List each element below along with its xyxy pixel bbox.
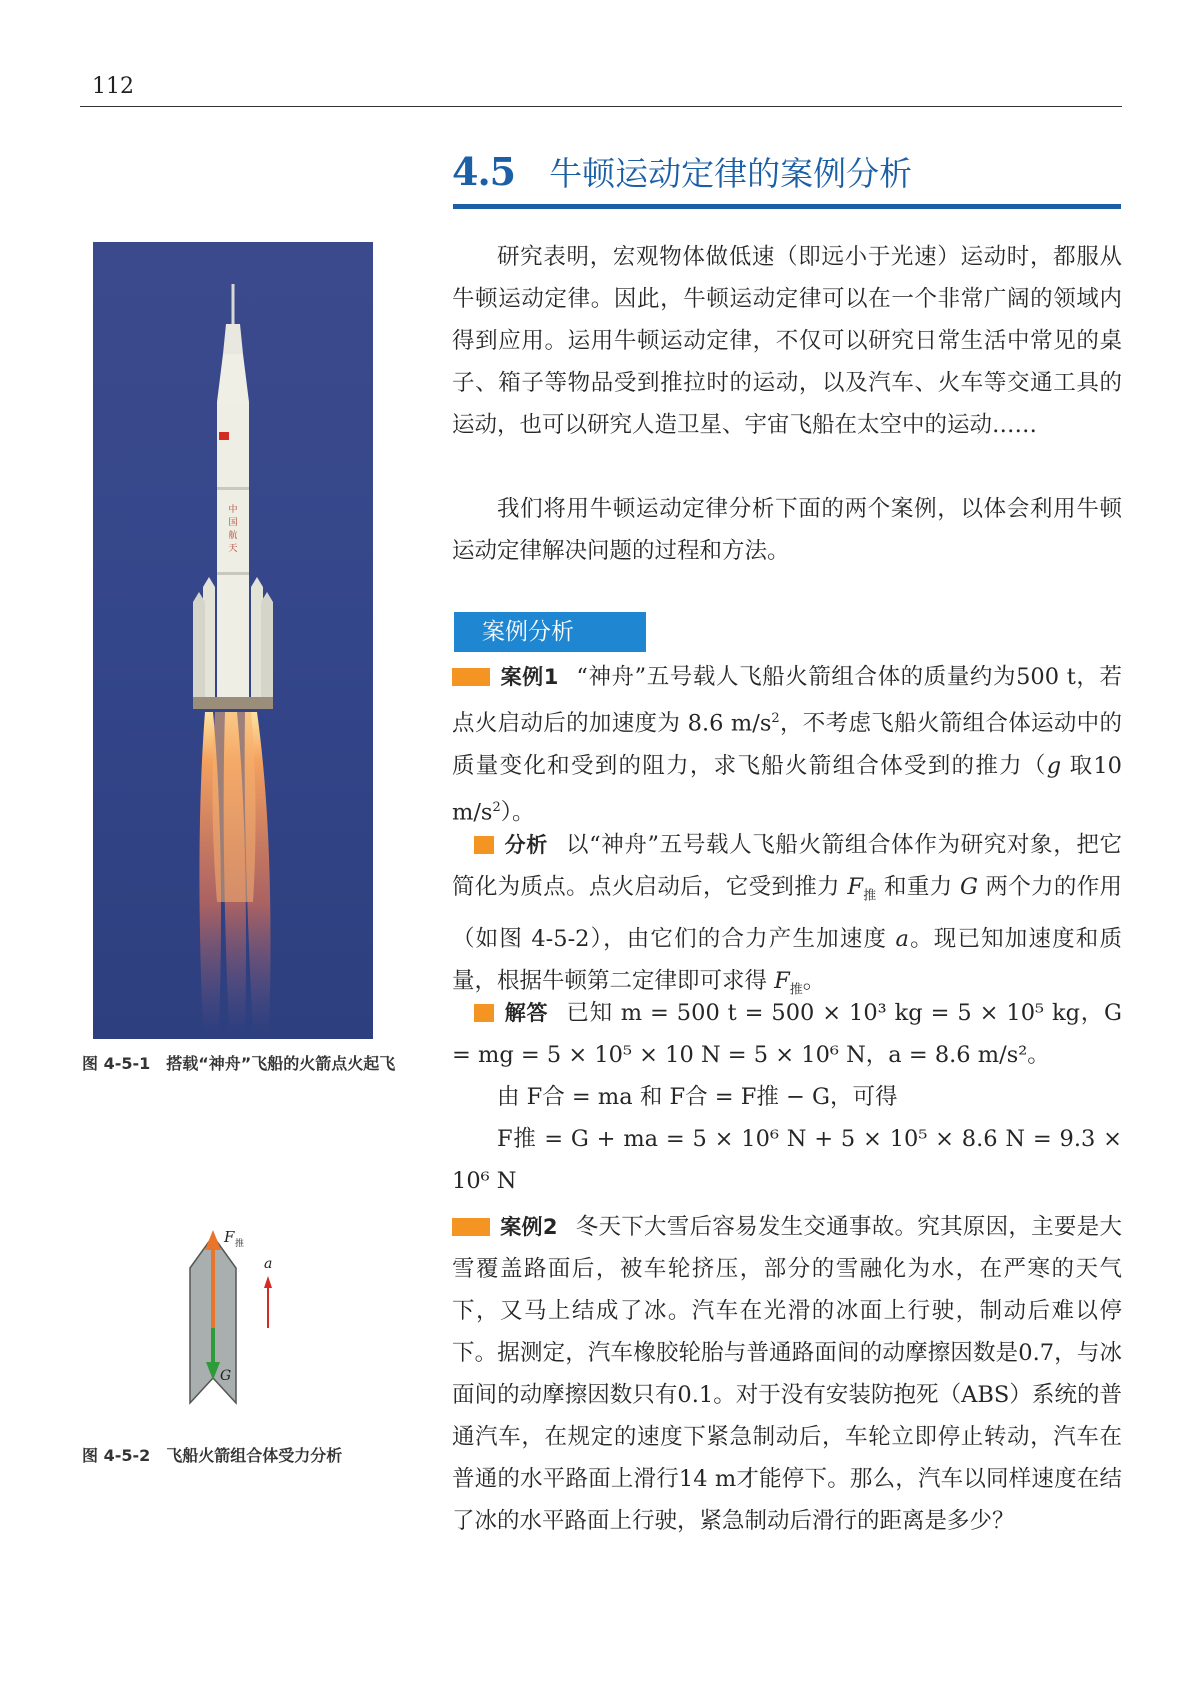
figure1-number: 图 4-5-1 [82,1054,151,1073]
svg-text:航: 航 [228,531,238,541]
intro-paragraph-2: 我们将用牛顿运动定律分析下面的两个案例，以体会利用牛顿运动定律解决问题的过程和方法。 [452,496,1122,564]
svg-text:中: 中 [228,505,238,515]
case1-label: 案例1 [500,665,559,689]
force-diagram [180,1228,300,1428]
analysis-marker [474,836,494,854]
label-F: F [224,1228,235,1246]
analysis-push-sub-2: 推 [789,982,803,997]
case1-text-c: 取10 m/s [452,752,1122,825]
analysis-F: F [847,874,863,900]
figure2-caption [82,1444,402,1467]
analysis-label: 分析 [504,833,548,857]
case1-text-d: ）。 [500,799,535,825]
solution-line2: 由 F合 = ma 和 F合 = F推 − G，可得 [497,1084,898,1110]
solution-marker [474,1004,494,1022]
solution-line1: 已知 m = 500 t = 500 × 10³ kg = 5 × 10⁵ kg，G = mg = 5 × 10⁵ × 10 N = 5 × 10⁶ N，a = 8.6 m/s²。 [452,1000,1122,1068]
case2-paragraph [452,1206,1122,1542]
rocket-launch-photo [93,242,373,1039]
figure1-caption [82,1052,402,1075]
case1-paragraph [452,656,1122,833]
svg-text:国: 国 [228,518,238,528]
analysis-text-e: 。 [802,967,826,994]
label-a: a [264,1256,273,1272]
page-number: 112 [92,74,134,99]
analysis-text-c: 两个力的作用（如图 4-5-2），由它们的合力产生加速度 [452,874,1123,952]
header-rule [80,106,1122,107]
case1-text-b: ，不考虑飞船火箭组合体运动中的质量变化和受到的阻力，求飞船火箭组合体受到的推力（ [452,710,1122,779]
case2-label: 案例2 [500,1215,558,1239]
intro-paragraph-1: 研究表明，宏观物体做低速（即远小于光速）运动时，都服从牛顿运动定律。因此，牛顿运动定律可以在一个非常广阔的领域内得到应用。运用牛顿运动定律，不仅可以研究日常生活中常见的桌子、箱子等物品受到推拉时的运动，以及汽车、火车等交通工具的运动，也可以研究人造卫星、宇宙飞船在太空中的运动…… [452,244,1122,438]
analysis-F2: F [774,967,790,994]
figure2-caption-text: 飞船火箭组合体受力分析 [166,1446,343,1465]
section-title [452,148,912,195]
figure1-caption-text: 搭载“神舟”飞船的火箭点火起飞 [166,1054,396,1073]
analysis-text-a: 以“神舟”五号载人飞船火箭组合体作为研究对象，把它简化为质点。点火启动后，它受到推力 [452,832,1123,900]
svg-text:天: 天 [228,544,238,554]
acceleration-arrowhead [264,1276,272,1288]
case1-sup-c: 2 [492,799,501,815]
section-number: 4.5 [452,149,516,194]
analysis-a: a [895,925,909,952]
solution-paragraph [452,992,1122,1076]
label-push: 推 [235,1239,245,1249]
thrust-arrowhead [205,1230,221,1250]
analysis-paragraph [452,824,1122,1011]
analysis-push-sub: 推 [862,888,877,904]
solution-line3: F推 = G + ma = 5 × 10⁶ N + 5 × 10⁵ × 8.6 N = 9.3 × 10⁶ N [452,1126,1122,1194]
case-analysis-box-label: 案例分析 [454,612,646,652]
case1-sup-a: 2 [771,711,780,726]
figure2-number: 图 4-5-2 [82,1446,151,1465]
section-title-text: 牛顿运动定律的案例分析 [549,154,913,193]
title-rule [453,204,1121,209]
label-G: G [220,1368,232,1384]
solution-label: 解答 [504,1001,549,1025]
analysis-G: G [959,874,978,900]
case2-text: 冬天下大雪后容易发生交通事故。究其原因，主要是大雪覆盖路面后，被车轮挤压，部分的雪融化为水，在严寒的天气下，又马上结成了冰。汽车在光滑的冰面上行驶，制动后难以停下。据测定，汽车橡胶轮胎与普通路面间的动摩擦因数是0.7，与冰面间的动摩擦因数只有0.1。对于没有安装防抱死（ABS）系统的普通汽车，在规定的速度下紧急制动后，车轮立即停止转动，汽车在普通的水平路面上滑行14 m才能停下。那么，汽车以同样速度在结了冰的水平路面上行驶，紧急制动后滑行的距离是多少？ [452,1214,1122,1534]
case1-marker [452,668,490,686]
case1-g: g [1046,752,1062,779]
case2-marker [452,1218,490,1236]
case1-text-a: “神舟”五号载人飞船火箭组合体的质量约为500 t，若点火启动后的加速度为 8.6 m/s [452,664,1122,737]
analysis-text-b: 和重力 [876,874,960,900]
analysis-text-d: 。现已知加速度和质量，根据牛顿第二定律即可求得 [452,925,1122,994]
